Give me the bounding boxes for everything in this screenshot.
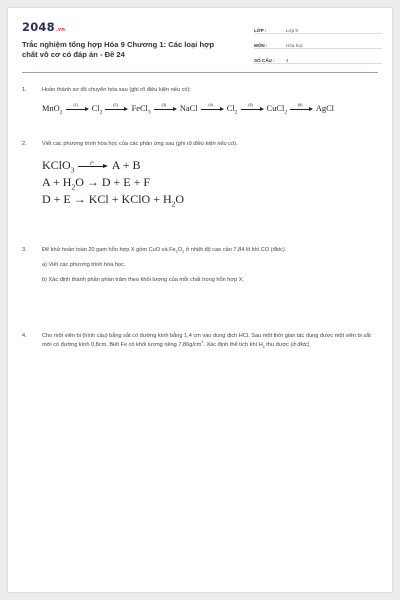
meta-value: Hóa học [286, 43, 304, 48]
meta-label: MÔN : [254, 43, 268, 48]
subscript: 2 [284, 109, 288, 116]
arrow-icon [105, 103, 128, 112]
arrow-label: (3) [161, 103, 167, 108]
subscript: 2 [59, 109, 63, 116]
conversion-scheme [42, 103, 376, 116]
arrow-label: (1) [73, 103, 78, 108]
species: Cl [91, 104, 100, 113]
arrow-label: (5) [248, 103, 253, 108]
meta-label: LỚP : [254, 28, 267, 33]
question-number: 3. [22, 247, 27, 253]
meta-row-subject [254, 37, 382, 49]
question-text: Cho một viên bi (hình cầu) bằng sắt có đường kính bằng 1,4 cm vào dung dịch HCl. Sau một thời gian tác dụng được một viên bi sắt mới có đường kính 0,8cm. Biết Fe có khối lượng riêng $7,86g/cm^3$. Xác định thể tích khí $H_2$ thu được (ở đktc) [42, 333, 371, 350]
question-number: 2. [22, 141, 27, 147]
site-logo[interactable] [22, 20, 222, 34]
meta-value: 4 [286, 58, 289, 63]
equation-1: KClO$_3$ t° A + B [42, 158, 141, 175]
subscript: 2 [99, 109, 103, 116]
arrow-icon [78, 162, 108, 170]
arrow-icon [154, 103, 177, 112]
meta-value: Lớp 9 [286, 28, 298, 33]
species: AgCl [315, 104, 335, 113]
meta-row-class [254, 22, 382, 34]
document-title: Trắc nghiệm tổng hợp Hóa 9 Chương 1: Các loại hợp chất vô cơ có đáp án - Đề 24 [22, 40, 215, 59]
question-1 [22, 86, 376, 116]
arrow-label: (2) [113, 103, 118, 108]
header-divider [22, 72, 378, 73]
question-text: Hoàn thành sơ đồ chuyển hóa sau (ghi rõ điều kiện nếu có): [42, 87, 191, 93]
logo-suffix: .vn [55, 27, 66, 33]
question-2 [22, 140, 376, 208]
subscript: 3 [147, 109, 151, 116]
species: FeCl [131, 104, 148, 113]
meta-row-count [254, 52, 382, 64]
part-a: a) Viết các phương trình hóa học. [42, 262, 126, 268]
logo-name: 2048 [22, 20, 55, 34]
header [22, 20, 222, 59]
equation-2: $A + H_2O \to D + E + F$ [42, 175, 151, 192]
arrow-label: (6) [297, 103, 303, 108]
part-b: b) Xác định thành phần phần trăm theo khối lượng của mỗi chất trong hỗn hợp X. [42, 277, 245, 283]
arrow-label: (4) [208, 103, 213, 108]
meta-label: SỐ CÂU : [254, 58, 275, 63]
question-number: 4. [22, 333, 27, 339]
question-4 [22, 332, 376, 350]
question-3 [22, 246, 376, 285]
species: NaCl [179, 104, 198, 113]
arrow-icon [201, 103, 224, 112]
species: Cl [226, 104, 235, 113]
question-text: Để khử hoàn toàn 20 gam hỗn hợp X gồm CuO và $Fe_2O_3$ ở nhiệt độ cao cần 7,84 lít khí CO (đktc). [42, 247, 287, 255]
arrow-icon: → [73, 192, 86, 206]
document-page [8, 8, 392, 592]
arrow-icon: → [86, 175, 99, 189]
species: CuCl [266, 104, 285, 113]
question-text: Viết các phương trình hóa học của các phản ứng sau (ghi rõ điều kiện nếu có). [42, 141, 238, 147]
species: MnO [42, 104, 60, 113]
arrow-icon [241, 103, 264, 112]
equation-3: D + E → KCl + KClO + $H_2O$ [42, 192, 185, 209]
arrow-icon [66, 103, 89, 112]
arrow-label: t° [90, 161, 94, 168]
question-number: 1. [22, 87, 27, 93]
subscript: 2 [234, 109, 238, 116]
meta-info [254, 22, 382, 67]
arrow-icon [290, 103, 313, 112]
equation-list [42, 157, 376, 208]
